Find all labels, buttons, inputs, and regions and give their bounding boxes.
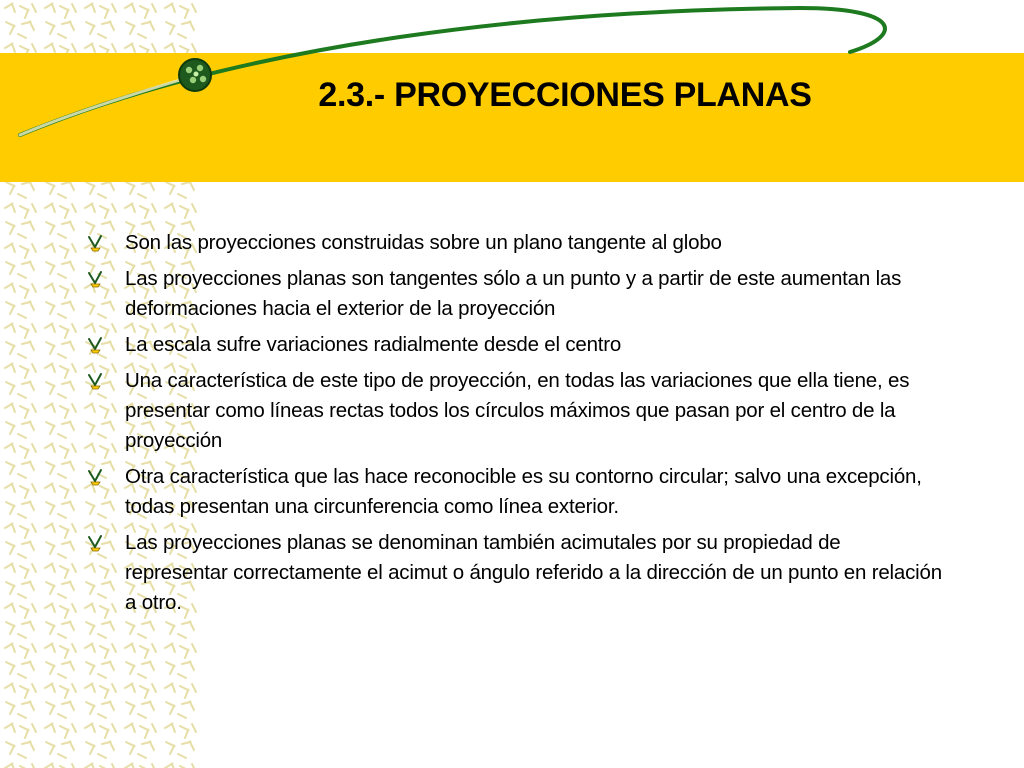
quill-bullet-icon [86,336,104,354]
bullet-text: Son las proyecciones construidas sobre un plano tangente al globo [125,231,722,254]
slide-title: 2.3.- PROYECCIONES PLANAS [318,76,812,114]
bullet-text: Las proyecciones planas son tangentes sólo a un punto y a partir de este aumentan las deformaciones hacia el exterior de la proyección [125,267,902,320]
bullet-text: Las proyecciones planas se denominan también acimutales por su propiedad de representar correctamente el acimut o ángulo referido a la dirección de un punto en relación a otro. [125,531,942,614]
list-item [86,462,946,522]
quill-bullet-icon [86,234,104,252]
quill-bullet-icon [86,270,104,288]
quill-bullet-icon [86,534,104,552]
quill-bullet-icon [86,372,104,390]
list-item [86,264,946,324]
bullet-text: Una característica de este tipo de proyección, en todas las variaciones que ella tiene, es presentar como líneas rectas todos los círculos máximos que pasan por el centro de la proyección [125,369,910,452]
list-item [86,330,946,360]
list-item [86,228,946,258]
list-item [86,366,946,456]
quill-bullet-icon [86,468,104,486]
list-item [86,528,946,618]
bullet-text: La escala sufre variaciones radialmente desde el centro [125,333,622,356]
bullet-list [86,228,946,624]
bullet-text: Otra característica que las hace reconocible es su contorno circular; salvo una excepción, todas presentan una circunferencia como línea exterior. [125,465,922,518]
